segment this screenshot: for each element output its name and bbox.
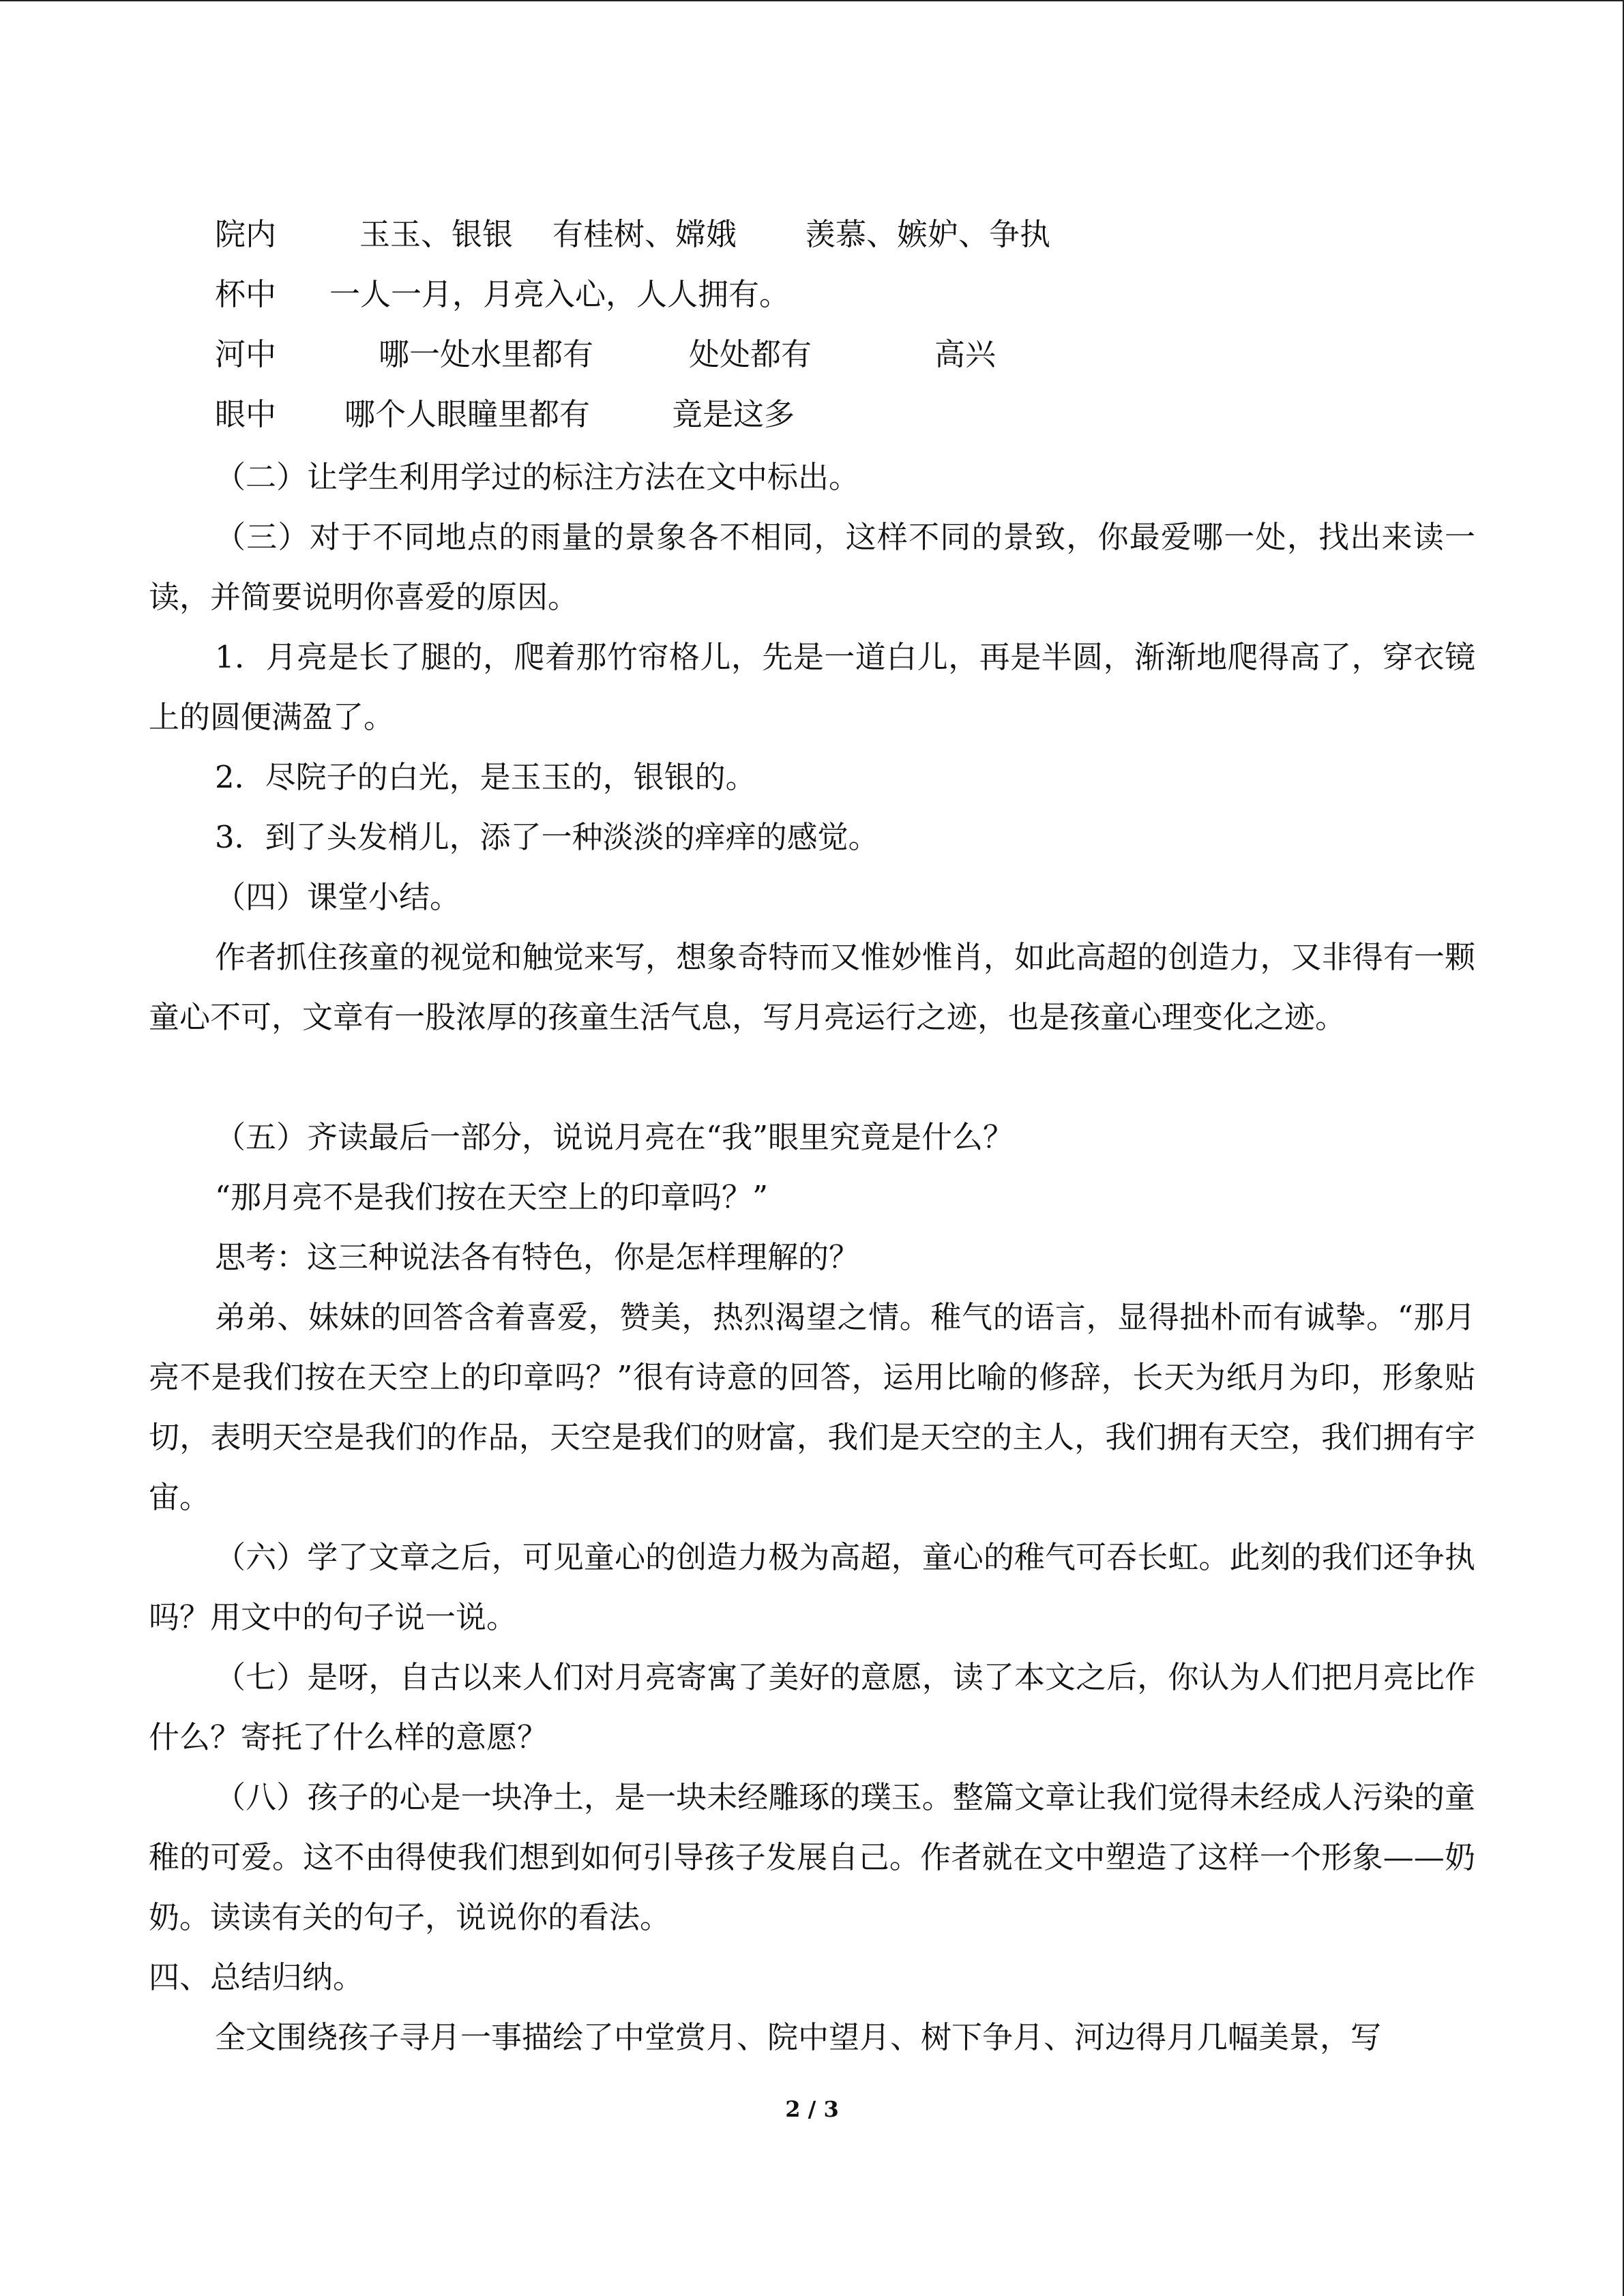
paragraph: （二）让学生利用学过的标注方法在文中标出。	[215, 459, 860, 495]
row-col2: 竟是这多	[672, 396, 795, 432]
paragraph: （四）课堂小结。	[215, 879, 461, 915]
row-place: 院内	[215, 216, 277, 252]
row-place: 河中	[215, 336, 277, 372]
row-col1: 哪个人眼瞳里都有	[344, 396, 591, 432]
section-heading: 四、总结归纳。	[149, 1959, 364, 1995]
paragraph: 2．尽院子的白光，是玉玉的，银银的。	[215, 759, 756, 795]
paragraph: 思考：这三种说法各有特色，你是怎样理解的？	[215, 1239, 860, 1275]
paragraph: （八）孩子的心是一块净土，是一块未经雕琢的璞玉。整篇文章让我们觉得未经成人污染的童稚的可爱。这不由得使我们想到如何引导孩子发展自己。作者就在文中塑造了这样一个形象——奶奶。读读有关的句子，说说你的看法。	[149, 1779, 1475, 1935]
page-number: 2 / 3	[785, 2096, 839, 2122]
paragraph: 全文围绕孩子寻月一事描绘了中堂赏月、院中望月、树下争月、河边得月几幅美景，写	[215, 2019, 1382, 2055]
row-place: 眼中	[215, 396, 277, 432]
row-col1: 玉玉、银银	[359, 216, 514, 252]
row-col3: 羡慕、嫉妒、争执	[805, 216, 1051, 252]
paragraph: （六）学了文章之后，可见童心的创造力极为高超，童心的稚气可吞长虹。此刻的我们还争执吗？用文中的句子说一说。	[149, 1539, 1475, 1635]
row-col2: 处处都有	[689, 336, 812, 372]
row-col2: 有桂树、嫦娥	[552, 216, 737, 252]
paragraph: （七）是呀，自古以来人们对月亮寄寓了美好的意愿，读了本文之后，你认为人们把月亮比作什么？寄托了什么样的意愿？	[149, 1659, 1475, 1755]
paragraph: “那月亮不是我们按在天空上的印章吗？”	[215, 1179, 769, 1215]
paragraph: （五）齐读最后一部分，说说月亮在“我”眼里究竟是什么？	[215, 1119, 1014, 1155]
row-col3: 高兴	[934, 336, 996, 372]
paragraph: 3．到了头发梢儿，添了一种淡淡的痒痒的感觉。	[215, 819, 879, 855]
row-col1: 一人一月，月亮入心，人人拥有。	[329, 276, 791, 312]
paragraph: 1．月亮是长了腿的，爬着那竹帘格儿，先是一道白儿，再是半圆，渐渐地爬得高了，穿衣镜上的圆便满盈了。	[149, 639, 1475, 735]
row-col1: 哪一处水里都有	[379, 336, 594, 372]
paragraph: 作者抓住孩童的视觉和触觉来写，想象奇特而又惟妙惟肖，如此高超的创造力，又非得有一颗童心不可，文章有一股浓厚的孩童生活气息，写月亮运行之迹，也是孩童心理变化之迹。	[149, 939, 1475, 1035]
paragraph: （三）对于不同地点的雨量的景象各不相同，这样不同的景致，你最爱哪一处，找出来读一读，并简要说明你喜爱的原因。	[149, 519, 1475, 615]
paragraph: 弟弟、妹妹的回答含着喜爱，赞美，热烈渴望之情。稚气的语言，显得拙朴而有诚挚。“那月亮不是我们按在天空上的印章吗？”很有诗意的回答，运用比喻的修辞，长天为纸月为印，形象贴切，表明天空是我们的作品，天空是我们的财富，我们是天空的主人，我们拥有天空，我们拥有宇宙。	[149, 1299, 1475, 1515]
row-place: 杯中	[215, 276, 277, 312]
